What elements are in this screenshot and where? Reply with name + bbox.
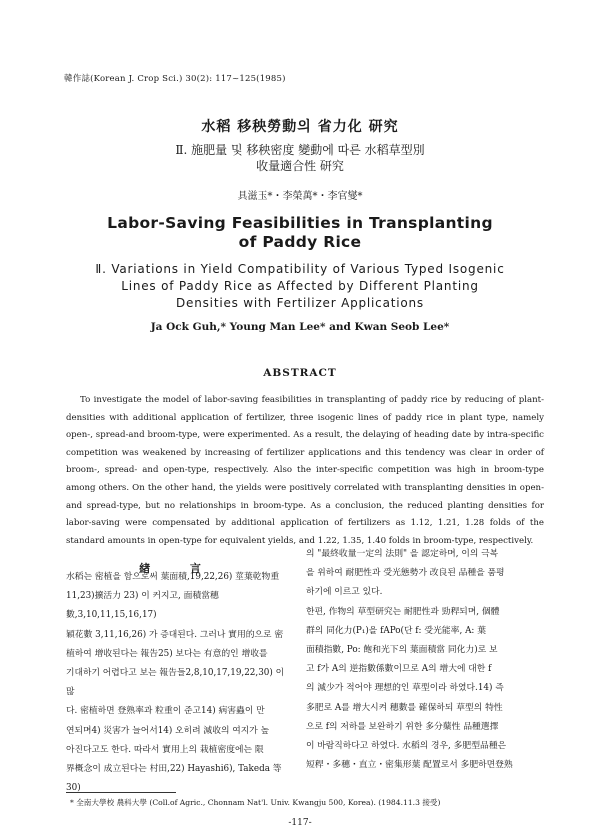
english-title-line-1: Labor-Saving Feasibilities in Transplanting [107, 214, 493, 232]
body-line: 한편, 作物의 草型研究는 耐肥性과 勁稈되며, 個體 [306, 606, 500, 617]
page-number: -117- [288, 818, 312, 828]
body-line: 群의 同化力(P₁)을 fAPo(단 f: 受光能率, A: 葉 [306, 625, 486, 636]
body-line: 面積指數, Po: 飽和光下의 葉面積當 同化力)로 보 [306, 645, 498, 656]
english-subtitle-line-2: Lines of Paddy Rice as Affected by Different Planting [121, 279, 479, 293]
body-line: 의 "最終收量一定의 法則" 을 認定하며, 이의 극복 [306, 549, 499, 559]
body-line: 이 바람직하다고 하였다. 水稻의 경우, 多肥型品種은 [306, 741, 507, 752]
body-line: 연되며4) 災害가 늘어서14) 오히려 減收의 여지가 높 [66, 725, 270, 736]
body-line: 다. 密植하면 登熟率과 粒重이 준고14) 病害蟲이 만 [66, 706, 265, 717]
abstract-body: To investigate the model of labor-saving feasibilities in transplanting of paddy rice by reducing of plant-densities with additional application of fertilizer, three isogenic lines of paddy rice in plant type, namely open-, spread-and broom-type, were experimented. As a result, the delaying of heading date by intra-specific competition was weakened by increasing of fertilizer applications and this tendency was clear in order of broom-, spread- and open-type, respectively. Also the inter-specific competition was high in broom-type among others. On the other hand, the yields were positively correlated with transplanting densities in open- and spread-type, but no relationships in broom-type. As a conclusion, the reduced planting densities for labor-saving were compensated by additional application of fertilizers as 1.12, 1.21, 1.28 folds of the standard amounts in open-type for equivalent yields, and 1.22, 1.35, 1.40 folds in broom-type, respectively. [66, 395, 544, 546]
body-line: 多肥로 A를 增大시켜 穗數를 確保하되 草型의 特性 [306, 702, 503, 713]
english-title-line-2: of Paddy Rice [238, 233, 362, 251]
body-line: 穎花數 3,11,16,26) 가 증대된다. 그러나 實用的으로 密 [66, 629, 284, 640]
english-subtitle-line-1: Ⅱ. Variations in Yield Compatibility of Various Typed Isogenic [95, 262, 505, 276]
body-line: 하기에 이르고 있다. [306, 587, 383, 598]
body-line: 기대하기 어렵다고 보는 報告들2,8,10,17,19,22,30) 이 많 [66, 668, 285, 698]
footnote-rule [66, 792, 176, 793]
body-line: 을 위하여 耐肥性과 受光態勢가 改良된 品種을 품평 [306, 568, 505, 579]
korean-subtitle-line-1: Ⅱ. 施肥量 및 移秧密度 變動에 따른 水稻草型別 [175, 143, 425, 157]
body-line: 水稻는 密植을 함으로써 葉面積,19,22,26) 莖葉乾物重 [66, 572, 280, 582]
abstract-heading: ABSTRACT [263, 367, 337, 379]
body-line: 短稈・多穗・直立・密集形葉 配置로서 多肥하면登熟 [306, 760, 513, 771]
korean-authors: 具滋玉*・李榮萬*・李官燮* [237, 191, 363, 202]
section-heading-introduction: 緖 言 [139, 562, 219, 575]
body-line: 界概念이 成立된다는 村田,22) Hayashi6), Takeda 等30) [66, 764, 282, 794]
journal-citation: 韓作誌(Korean J. Crop Sci.) 30(2): 117~125(1985) [64, 74, 286, 84]
body-line: 으로 f의 저하를 보완하기 위한 多分蘖性 品種選擇 [306, 721, 499, 732]
korean-subtitle-line-2: 收量適合性 研究 [256, 159, 344, 173]
body-line: 의 減少가 적어야 理想的인 草型이라 하였다.14) 즉 [306, 683, 504, 694]
body-line: 고 f가 A의 逆指數係數이므로 A의 增大에 대한 f [306, 664, 492, 675]
footnote-affiliation: * 全南大學校 農科大學 (Coll.of Agric., Chonnam Nat'l. Univ. Kwangju 500, Korea). (1984.11.3 接受) [70, 798, 441, 807]
body-line: 植하여 增收된다는 報告25) 보다는 有意的인 增收를 [66, 648, 268, 659]
body-column-right [306, 545, 546, 775]
body-line: 11,23)擴活力 23) 이 커지고, 面積當穗數,3,10,11,15,16,17) [66, 591, 219, 621]
english-authors: Ja Ock Guh,* Young Man Lee* and Kwan Seob Lee* [150, 321, 450, 333]
body-column-left [66, 568, 292, 798]
korean-title: 水稻 移秧勞動의 省力化 研究 [201, 119, 399, 135]
english-subtitle-line-3: Densities with Fertilizer Applications [176, 296, 424, 310]
body-line: 아진다고도 한다. 따라서 實用上의 栽植密度에는 限 [66, 744, 264, 755]
